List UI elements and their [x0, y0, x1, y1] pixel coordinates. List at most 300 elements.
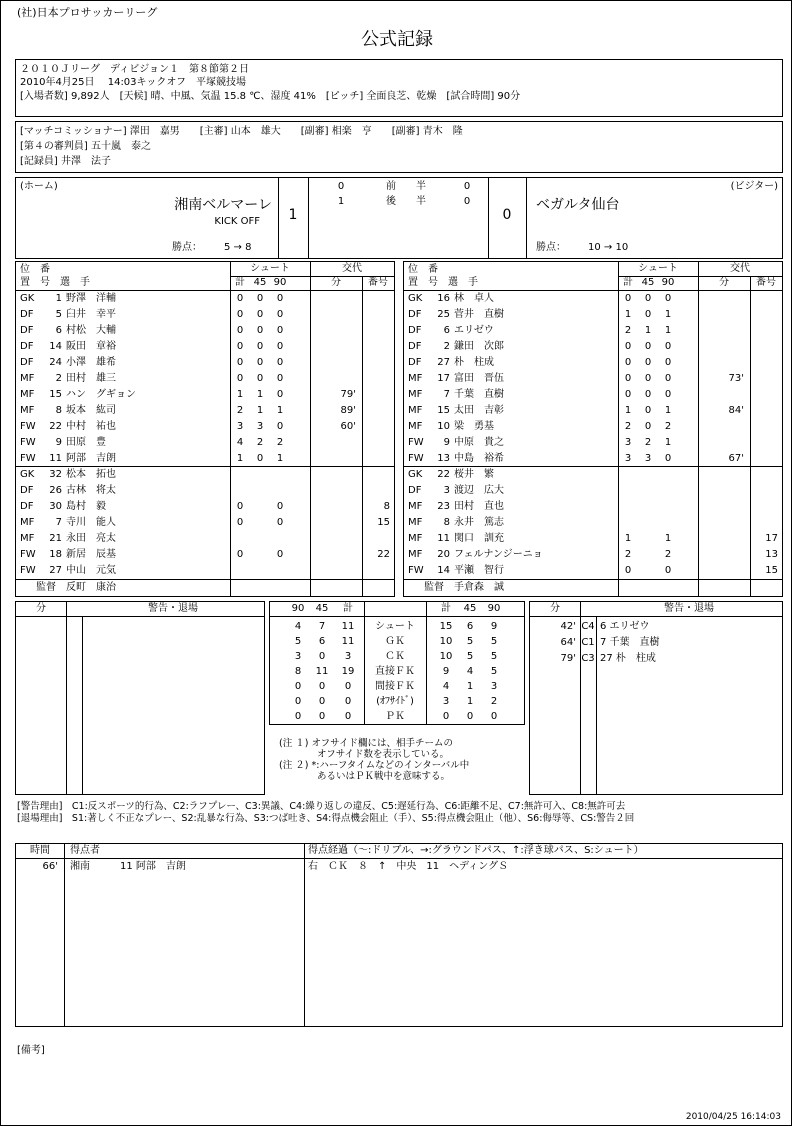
player-number: 24	[49, 357, 62, 368]
player-shots-90	[658, 499, 678, 515]
stats-away-hdr-90: 90	[487, 603, 501, 614]
player-sub-minute	[310, 323, 356, 339]
away-lineup-table	[403, 261, 783, 597]
player-number: 15	[49, 389, 62, 400]
player-name: 中原 貴之	[454, 437, 504, 448]
stat-away-45: 1	[466, 696, 474, 707]
player-row	[16, 419, 394, 435]
stat-away-45: 5	[466, 651, 474, 662]
player-sub-minute	[698, 323, 744, 339]
sub-player-row	[16, 483, 394, 499]
player-row	[404, 323, 782, 339]
player-row	[404, 307, 782, 323]
home-team-name: 湘南ベルマーレ	[174, 197, 272, 213]
player-shots-90: 0	[664, 565, 672, 576]
player-name: 鎌田 次郎	[454, 341, 504, 352]
player-sub-number	[362, 531, 390, 547]
goal-process: 右 ＣＫ ８ ↑ 中央 11 ヘディングＳ	[308, 861, 509, 872]
away-hdr-player: 置 号 選 手	[408, 277, 478, 288]
card-minute: 64'	[560, 637, 576, 648]
player-pos: DF	[408, 341, 422, 352]
player-shots-45: 0	[256, 357, 264, 368]
home-hdr-90: 90	[273, 277, 287, 288]
away-hdr-90: 90	[661, 277, 675, 288]
player-shots-45	[638, 499, 658, 515]
player-pos: FW	[408, 437, 424, 448]
card-code: C3	[581, 653, 595, 664]
player-number: 9	[443, 437, 450, 448]
player-sub-minute	[698, 563, 744, 579]
stats-row	[270, 619, 524, 634]
player-row	[16, 339, 394, 355]
player-sub-minute: 84'	[728, 405, 744, 416]
home-points-label: 勝点：	[172, 242, 202, 253]
note-line: あるいはＰＫ戦中を意味する。	[279, 771, 451, 782]
player-sub-minute	[310, 355, 356, 371]
player-pos: MF	[408, 549, 423, 560]
player-pos: MF	[20, 405, 35, 416]
stats-row	[270, 649, 524, 664]
player-pos: DF	[20, 485, 34, 496]
player-pos: FW	[408, 453, 424, 464]
home-points: 5 → 8	[224, 242, 252, 253]
player-sub-minute	[698, 499, 744, 515]
player-shots-total: 1	[624, 533, 632, 544]
goals-process-hdr: 得点経過（～:ドリブル、→:グラウンドパス、↑:浮き球パス、S:シュート）	[308, 845, 644, 856]
home-hdr-subs: 交代	[342, 263, 362, 274]
player-pos: GK	[20, 469, 35, 480]
player-shots-total: 4	[236, 437, 244, 448]
player-shots-45: 0	[256, 341, 264, 352]
player-number: 11	[49, 453, 62, 464]
player-number: 27	[49, 565, 62, 576]
stats-row	[270, 694, 524, 709]
player-name: 千葉 直樹	[454, 389, 504, 400]
player-shots-45: 0	[644, 293, 652, 304]
player-shots-total: 0	[236, 373, 244, 384]
player-row	[16, 291, 394, 307]
player-shots-90: 0	[276, 293, 284, 304]
card-player: 7 千葉 直樹	[600, 637, 660, 648]
player-shots-90: 0	[664, 373, 672, 384]
player-pos: FW	[20, 421, 36, 432]
player-shots-90: 0	[664, 357, 672, 368]
player-number: 32	[49, 469, 62, 480]
player-name: 渡辺 広大	[454, 485, 504, 496]
player-pos: MF	[408, 517, 423, 528]
player-sub-number	[750, 467, 778, 483]
stat-away-total: 15	[439, 621, 453, 632]
player-number: 7	[55, 517, 62, 528]
note-line: オフサイド数を表示している。	[279, 749, 450, 760]
player-shots-45	[638, 563, 658, 579]
player-shots-total: 0	[624, 389, 632, 400]
player-number: 22	[437, 469, 450, 480]
officials-referees: [マッチコミッショナー] 澤田 嘉男 [主審] 山本 雄大 [副審] 相楽 亨 [副審] 青木 隆	[20, 126, 463, 137]
player-row	[404, 435, 782, 451]
player-name: 新居 辰基	[66, 549, 116, 560]
player-sub-number	[362, 291, 390, 307]
player-shots-45	[250, 483, 270, 499]
player-shots-45: 0	[644, 341, 652, 352]
player-number: 8	[55, 405, 62, 416]
player-name: 中島 裕希	[454, 453, 504, 464]
player-shots-total: 1	[236, 453, 244, 464]
match-info-box	[15, 59, 783, 117]
player-shots-45	[250, 499, 270, 515]
player-shots-total	[230, 467, 250, 483]
away-hdr-number: 番号	[756, 277, 776, 288]
player-pos: GK	[408, 293, 423, 304]
stat-home-total: 0	[344, 681, 352, 692]
away-points-label: 勝点：	[536, 242, 566, 253]
player-sub-number	[362, 419, 390, 435]
card-minute: 42'	[560, 621, 576, 632]
player-sub-number	[750, 515, 778, 531]
stat-away-total: 10	[439, 636, 453, 647]
stats-home-hdr-90: 90	[291, 603, 305, 614]
player-sub-minute	[310, 291, 356, 307]
player-shots-90: 0	[276, 549, 284, 560]
player-shots-total: 2	[236, 405, 244, 416]
stat-away-45: 6	[466, 621, 474, 632]
player-number: 27	[437, 357, 450, 368]
stat-home-90: 4	[294, 621, 302, 632]
player-shots-total: 0	[236, 357, 244, 368]
player-shots-total: 0	[624, 293, 632, 304]
player-shots-total	[618, 483, 638, 499]
player-shots-90: 0	[276, 309, 284, 320]
home-hdr-minute: 分	[331, 277, 341, 288]
player-shots-total: 2	[624, 325, 632, 336]
home-lineup-table	[15, 261, 395, 597]
stat-home-total: 11	[341, 636, 355, 647]
player-number: 2	[55, 373, 62, 384]
sub-player-row	[16, 547, 394, 563]
player-shots-total: 2	[624, 421, 632, 432]
player-sub-number	[362, 323, 390, 339]
stats-row	[270, 709, 524, 724]
stats-row	[270, 679, 524, 694]
player-sub-minute	[698, 531, 744, 547]
sub-player-row	[404, 499, 782, 515]
player-shots-total: 1	[624, 405, 632, 416]
player-shots-total: 0	[624, 373, 632, 384]
player-number: 1	[55, 293, 62, 304]
goal-time: 66'	[42, 861, 58, 872]
player-pos: FW	[20, 549, 36, 560]
player-sub-number	[362, 483, 390, 499]
home-cards-title: 警告・退場	[148, 603, 198, 614]
player-shots-45	[638, 515, 658, 531]
stat-home-45: 6	[318, 636, 326, 647]
player-name: 松本 拓也	[66, 469, 116, 480]
player-sub-minute	[698, 419, 744, 435]
player-sub-number	[362, 563, 390, 579]
player-shots-90	[270, 483, 290, 499]
player-shots-total: 1	[624, 309, 632, 320]
player-pos: GK	[20, 293, 35, 304]
player-sub-minute: 67'	[728, 453, 744, 464]
player-shots-90	[270, 563, 290, 579]
sub-player-row	[404, 563, 782, 579]
player-sub-minute	[698, 387, 744, 403]
player-name: 小澤 雄希	[66, 357, 116, 368]
sub-player-row	[404, 531, 782, 547]
player-number: 21	[49, 533, 62, 544]
player-shots-45: 1	[256, 405, 264, 416]
stat-home-45: 11	[315, 666, 329, 677]
stat-category: (ｵﾌｻｲﾄﾞ)	[376, 696, 414, 707]
away-total-score: 0	[502, 207, 512, 223]
player-row	[16, 323, 394, 339]
player-shots-total	[618, 499, 638, 515]
card-player: 6 エリゼウ	[600, 621, 650, 632]
player-name: 寺川 能人	[66, 517, 116, 528]
stat-home-90: 0	[294, 696, 302, 707]
player-sub-number	[750, 291, 778, 307]
player-name: 林 卓人	[454, 293, 494, 304]
player-shots-90: 0	[276, 357, 284, 368]
player-row	[16, 371, 394, 387]
stat-home-90: 3	[294, 651, 302, 662]
player-sub-minute	[310, 547, 356, 563]
printed-timestamp: 2010/04/25 16:14:03	[685, 1112, 781, 1122]
player-row	[404, 403, 782, 419]
goal-row	[16, 859, 782, 875]
away-cards-box	[529, 601, 783, 795]
player-name: 中村 祐也	[66, 421, 116, 432]
stat-home-total: 3	[344, 651, 352, 662]
player-sub-minute	[698, 547, 744, 563]
player-shots-total: 0	[236, 517, 244, 528]
player-shots-45: 0	[256, 309, 264, 320]
player-pos: DF	[20, 309, 34, 320]
player-sub-number: 15	[377, 517, 390, 528]
player-pos: FW	[408, 565, 424, 576]
player-shots-90	[658, 467, 678, 483]
player-row	[16, 387, 394, 403]
player-shots-45: 0	[644, 405, 652, 416]
stat-category: ＧＫ	[385, 636, 405, 647]
score-box	[15, 177, 783, 259]
player-pos: DF	[408, 325, 422, 336]
player-pos: DF	[20, 325, 34, 336]
home-cards-minute-hdr: 分	[36, 603, 46, 614]
player-sub-minute	[698, 291, 744, 307]
sub-player-row	[404, 515, 782, 531]
player-shots-90: 0	[276, 517, 284, 528]
player-sub-number	[362, 467, 390, 483]
stat-home-45: 0	[318, 696, 326, 707]
stats-away-hdr-total: 計	[441, 603, 451, 614]
player-shots-total: 0	[624, 341, 632, 352]
player-shots-45	[250, 515, 270, 531]
home-hdr-player: 置 号 選 手	[20, 277, 90, 288]
player-shots-45: 3	[644, 453, 652, 464]
sub-player-row	[404, 467, 782, 483]
player-sub-number	[362, 339, 390, 355]
player-shots-90: 2	[664, 421, 672, 432]
player-row	[404, 387, 782, 403]
stat-home-45: 0	[318, 651, 326, 662]
player-shots-90: 0	[276, 389, 284, 400]
goals-time-hdr: 時間	[30, 845, 50, 856]
stat-category: シュート	[375, 621, 415, 632]
stat-category: 直接ＦＫ	[375, 666, 415, 677]
player-shots-45: 1	[256, 389, 264, 400]
player-shots-90: 0	[276, 325, 284, 336]
player-shots-90: 2	[276, 437, 284, 448]
officials-recorder: [記録員] 井澤 法子	[20, 156, 111, 167]
player-shots-total: 1	[236, 389, 244, 400]
player-pos: GK	[408, 469, 423, 480]
player-shots-45: 0	[256, 453, 264, 464]
away-cards-title: 警告・退場	[664, 603, 714, 614]
player-sub-number: 8	[383, 501, 390, 512]
player-shots-90: 0	[276, 501, 284, 512]
stat-category: ＣＫ	[385, 651, 405, 662]
player-sub-minute	[698, 515, 744, 531]
player-shots-90: 0	[664, 389, 672, 400]
player-shots-45	[250, 531, 270, 547]
player-sub-minute	[698, 483, 744, 499]
card-minute: 79'	[560, 653, 576, 664]
officials-fourth: [第４の審判員] 五十嵐 泰之	[20, 141, 151, 152]
player-sub-number	[750, 323, 778, 339]
stats-row	[270, 664, 524, 679]
home-total-score: 1	[288, 207, 298, 223]
home-cards-box	[15, 601, 265, 795]
player-sub-number	[362, 435, 390, 451]
player-name: 臼井 幸平	[66, 309, 116, 320]
player-sub-number	[362, 355, 390, 371]
player-sub-number: 22	[377, 549, 390, 560]
player-shots-45	[638, 483, 658, 499]
player-name: 坂本 紘司	[66, 405, 116, 416]
away-first-half: 0	[463, 181, 471, 192]
player-shots-90	[658, 483, 678, 499]
player-number: 13	[437, 453, 450, 464]
player-sub-minute: 89'	[340, 405, 356, 416]
card-code: C1	[581, 637, 595, 648]
player-shots-45: 1	[644, 325, 652, 336]
player-number: 23	[437, 501, 450, 512]
player-shots-45: 0	[644, 389, 652, 400]
player-sub-minute	[310, 371, 356, 387]
player-name: 桜井 繁	[454, 469, 494, 480]
player-pos: MF	[20, 517, 35, 528]
player-shots-90: 1	[664, 309, 672, 320]
stat-category: ＰＫ	[385, 711, 405, 722]
stat-home-total: 0	[344, 711, 352, 722]
note-line: (注 １) オフサイド欄には、相手チームの	[279, 738, 454, 749]
home-hdr-total: 計	[235, 277, 245, 288]
player-shots-total	[230, 563, 250, 579]
sub-player-row	[404, 547, 782, 563]
player-number: 10	[437, 421, 450, 432]
stats-away-hdr-45: 45	[463, 603, 477, 614]
org-name: (社)日本プロサッカーリーグ	[17, 6, 158, 19]
player-pos: MF	[408, 533, 423, 544]
player-name: 村松 大輔	[66, 325, 116, 336]
player-number: 16	[437, 293, 450, 304]
player-shots-45: 0	[644, 309, 652, 320]
home-label: (ホーム)	[20, 181, 58, 192]
player-shots-total: 0	[624, 565, 632, 576]
player-row	[404, 355, 782, 371]
player-number: 15	[437, 405, 450, 416]
goal-team: 湘南	[70, 861, 90, 872]
player-shots-total: 0	[624, 357, 632, 368]
player-name: 古林 将太	[66, 485, 116, 496]
stats-home-hdr-total: 計	[343, 603, 353, 614]
player-name: 永井 篤志	[454, 517, 504, 528]
away-manager: 監督 手倉森 誠	[424, 582, 504, 593]
stats-row	[270, 634, 524, 649]
player-sub-minute	[310, 451, 356, 467]
player-shots-90: 0	[276, 373, 284, 384]
player-shots-45: 0	[644, 373, 652, 384]
player-shots-90: 2	[664, 549, 672, 560]
player-shots-total: 3	[236, 421, 244, 432]
stat-away-total: 0	[442, 711, 450, 722]
home-manager: 監督 反町 康治	[36, 582, 116, 593]
player-shots-total: 0	[236, 325, 244, 336]
player-pos: MF	[408, 389, 423, 400]
player-number: 2	[443, 341, 450, 352]
player-row	[16, 403, 394, 419]
stat-home-90: 0	[294, 681, 302, 692]
stat-away-90: 3	[490, 681, 498, 692]
sub-player-row	[16, 515, 394, 531]
stat-away-total: 10	[439, 651, 453, 662]
player-pos: DF	[20, 501, 34, 512]
player-pos: DF	[20, 357, 34, 368]
player-sub-number	[750, 355, 778, 371]
sub-player-row	[16, 563, 394, 579]
player-sub-minute	[698, 355, 744, 371]
page-title: 公式記録	[361, 29, 433, 50]
player-number: 14	[49, 341, 62, 352]
player-row	[404, 451, 782, 467]
stat-away-total: 9	[442, 666, 450, 677]
player-sub-minute	[698, 467, 744, 483]
player-row	[16, 435, 394, 451]
away-hdr-shots: シュート	[638, 263, 678, 274]
player-number: 18	[49, 549, 62, 560]
player-shots-total	[230, 483, 250, 499]
player-pos: MF	[20, 389, 35, 400]
player-pos: MF	[408, 421, 423, 432]
away-team-name: ベガルタ仙台	[536, 197, 620, 213]
player-name: 田原 豊	[66, 437, 106, 448]
away-label: (ビジター)	[730, 181, 778, 192]
card-code: C4	[581, 621, 595, 632]
match-conditions: [入場者数] 9,892人 [天候] 晴、中風、気温 15.8 ℃、湿度 41% [ピッチ] 全面良芝、乾燥 [試合時間] 90分	[20, 91, 521, 102]
player-number: 30	[49, 501, 62, 512]
player-shots-90: 0	[276, 341, 284, 352]
away-cards-minute-hdr: 分	[550, 603, 560, 614]
player-number: 5	[55, 309, 62, 320]
player-sub-number	[750, 483, 778, 499]
player-shots-90: 0	[276, 421, 284, 432]
home-hdr-number: 番号	[368, 277, 388, 288]
player-pos: MF	[408, 501, 423, 512]
player-sub-number	[750, 371, 778, 387]
player-number: 26	[49, 485, 62, 496]
player-row	[16, 451, 394, 467]
